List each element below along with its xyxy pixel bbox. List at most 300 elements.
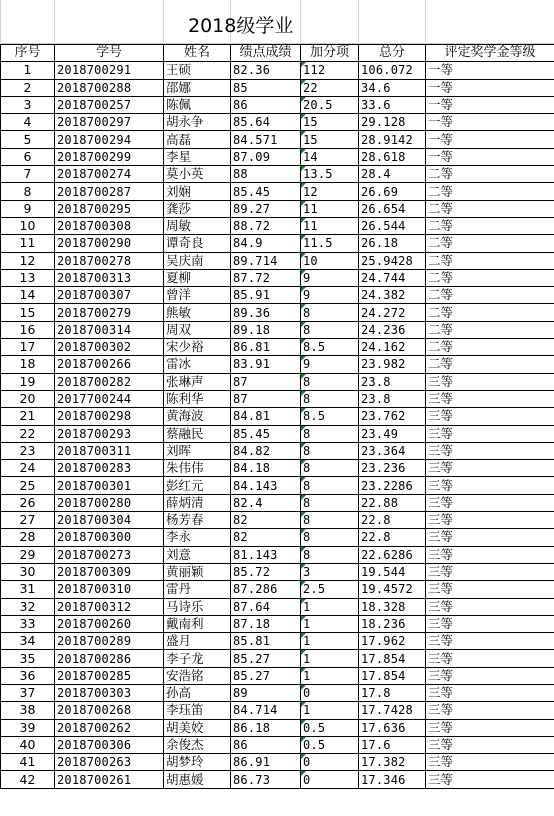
cell-name[interactable]: 李永 [164, 529, 231, 546]
cell-bonus[interactable]: 8 [301, 477, 359, 494]
cell-name[interactable]: 李子龙 [164, 650, 231, 667]
cell-student-id[interactable]: 2018700287 [55, 183, 164, 200]
cell-scholarship-level[interactable]: 二等 [426, 339, 554, 356]
cell-total[interactable]: 17.382 [359, 754, 426, 771]
cell-total[interactable]: 22.6286 [359, 546, 426, 563]
cell-gpa-score[interactable]: 85.45 [231, 183, 301, 200]
cell-gpa-score[interactable]: 81.143 [231, 546, 301, 563]
cell-name[interactable]: 李星 [164, 148, 231, 165]
cell-name[interactable]: 胡美姣 [164, 719, 231, 736]
cell-scholarship-level[interactable]: 一等 [426, 131, 554, 148]
cell-student-id[interactable]: 2017700244 [55, 390, 164, 407]
cell-bonus[interactable]: 1 [301, 615, 359, 632]
cell-scholarship-level[interactable]: 二等 [426, 183, 554, 200]
cell-scholarship-level[interactable]: 三等 [426, 494, 554, 511]
cell-name[interactable]: 彭红元 [164, 477, 231, 494]
cell-scholarship-level[interactable]: 三等 [426, 546, 554, 563]
cell-name[interactable]: 莫小英 [164, 166, 231, 183]
cell-gpa-score[interactable]: 84.9 [231, 235, 301, 252]
cell-student-id[interactable]: 2018700309 [55, 563, 164, 580]
cell-name[interactable]: 张琳声 [164, 373, 231, 390]
cell-total[interactable]: 26.544 [359, 217, 426, 234]
cell-bonus[interactable]: 8 [301, 512, 359, 529]
cell-bonus[interactable]: 10 [301, 252, 359, 269]
cell-total[interactable]: 34.6 [359, 79, 426, 96]
cell-total[interactable]: 25.9428 [359, 252, 426, 269]
cell-scholarship-level[interactable]: 三等 [426, 442, 554, 459]
cell-name[interactable]: 胡梦玲 [164, 754, 231, 771]
cell-bonus[interactable]: 13.5 [301, 166, 359, 183]
cell-total[interactable]: 17.962 [359, 633, 426, 650]
cell-index[interactable]: 24 [1, 460, 55, 477]
cell-gpa-score[interactable]: 85.27 [231, 650, 301, 667]
cell-student-id[interactable]: 2018700268 [55, 702, 164, 719]
cell-index[interactable]: 11 [1, 235, 55, 252]
cell-index[interactable]: 37 [1, 684, 55, 701]
cell-bonus[interactable]: 0 [301, 684, 359, 701]
cell-scholarship-level[interactable]: 三等 [426, 667, 554, 684]
cell-student-id[interactable]: 2018700283 [55, 460, 164, 477]
cell-bonus[interactable]: 1 [301, 598, 359, 615]
cell-scholarship-level[interactable]: 三等 [426, 736, 554, 753]
cell-total[interactable]: 22.88 [359, 494, 426, 511]
cell-scholarship-level[interactable]: 三等 [426, 684, 554, 701]
cell-bonus[interactable]: 8 [301, 425, 359, 442]
cell-scholarship-level[interactable]: 二等 [426, 166, 554, 183]
cell-scholarship-level[interactable]: 三等 [426, 460, 554, 477]
cell-student-id[interactable]: 2018700307 [55, 287, 164, 304]
cell-index[interactable]: 12 [1, 252, 55, 269]
cell-scholarship-level[interactable]: 三等 [426, 563, 554, 580]
cell-gpa-score[interactable]: 85.45 [231, 425, 301, 442]
cell-name[interactable]: 盛月 [164, 633, 231, 650]
cell-scholarship-level[interactable]: 一等 [426, 148, 554, 165]
cell-name[interactable]: 周双 [164, 321, 231, 338]
cell-student-id[interactable]: 2018700314 [55, 321, 164, 338]
cell-total[interactable]: 23.982 [359, 356, 426, 373]
cell-student-id[interactable]: 2018700291 [55, 62, 164, 79]
cell-index[interactable]: 18 [1, 356, 55, 373]
cell-gpa-score[interactable]: 85.81 [231, 633, 301, 650]
cell-student-id[interactable]: 2018700303 [55, 684, 164, 701]
cell-total[interactable]: 23.8 [359, 373, 426, 390]
cell-student-id[interactable]: 2018700288 [55, 79, 164, 96]
cell-name[interactable]: 孙高 [164, 684, 231, 701]
cell-total[interactable]: 26.69 [359, 183, 426, 200]
cell-index[interactable]: 3 [1, 96, 55, 113]
cell-index[interactable]: 23 [1, 442, 55, 459]
cell-student-id[interactable]: 2018700294 [55, 131, 164, 148]
cell-total[interactable]: 28.9142 [359, 131, 426, 148]
cell-scholarship-level[interactable]: 三等 [426, 408, 554, 425]
cell-student-id[interactable]: 2018700263 [55, 754, 164, 771]
cell-index[interactable]: 2 [1, 79, 55, 96]
cell-bonus[interactable]: 12 [301, 183, 359, 200]
cell-student-id[interactable]: 2018700282 [55, 373, 164, 390]
cell-index[interactable]: 17 [1, 339, 55, 356]
cell-student-id[interactable]: 2018700279 [55, 304, 164, 321]
cell-index[interactable]: 41 [1, 754, 55, 771]
cell-bonus[interactable]: 3 [301, 563, 359, 580]
cell-scholarship-level[interactable]: 二等 [426, 321, 554, 338]
cell-index[interactable]: 22 [1, 425, 55, 442]
cell-gpa-score[interactable]: 87.72 [231, 269, 301, 286]
cell-scholarship-level[interactable]: 三等 [426, 425, 554, 442]
cell-index[interactable]: 42 [1, 771, 55, 788]
cell-bonus[interactable]: 0 [301, 771, 359, 788]
cell-scholarship-level[interactable]: 三等 [426, 477, 554, 494]
cell-gpa-score[interactable]: 86 [231, 96, 301, 113]
cell-total[interactable]: 24.744 [359, 269, 426, 286]
cell-gpa-score[interactable]: 84.714 [231, 702, 301, 719]
cell-bonus[interactable]: 1 [301, 667, 359, 684]
cell-bonus[interactable]: 8 [301, 494, 359, 511]
cell-bonus[interactable]: 9 [301, 269, 359, 286]
cell-index[interactable]: 36 [1, 667, 55, 684]
cell-index[interactable]: 21 [1, 408, 55, 425]
cell-gpa-score[interactable]: 87.64 [231, 598, 301, 615]
cell-student-id[interactable]: 2018700313 [55, 269, 164, 286]
cell-gpa-score[interactable]: 89.18 [231, 321, 301, 338]
cell-student-id[interactable]: 2018700297 [55, 114, 164, 131]
header-bonus[interactable]: 加分项 [301, 45, 359, 62]
cell-scholarship-level[interactable]: 二等 [426, 356, 554, 373]
cell-scholarship-level[interactable]: 一等 [426, 79, 554, 96]
cell-bonus[interactable]: 1 [301, 650, 359, 667]
cell-total[interactable]: 17.8 [359, 684, 426, 701]
cell-gpa-score[interactable]: 86.18 [231, 719, 301, 736]
cell-gpa-score[interactable]: 84.571 [231, 131, 301, 148]
cell-index[interactable]: 25 [1, 477, 55, 494]
cell-index[interactable]: 4 [1, 114, 55, 131]
sheet-title[interactable]: 2018级学业 [188, 15, 294, 37]
cell-index[interactable]: 15 [1, 304, 55, 321]
cell-student-id[interactable]: 2018700274 [55, 166, 164, 183]
cell-bonus[interactable]: 11 [301, 217, 359, 234]
cell-index[interactable]: 8 [1, 183, 55, 200]
cell-bonus[interactable]: 9 [301, 356, 359, 373]
cell-bonus[interactable]: 0.5 [301, 736, 359, 753]
cell-total[interactable]: 26.654 [359, 200, 426, 217]
cell-total[interactable]: 23.236 [359, 460, 426, 477]
cell-name[interactable]: 蔡融民 [164, 425, 231, 442]
cell-student-id[interactable]: 2018700257 [55, 96, 164, 113]
cell-total[interactable]: 18.328 [359, 598, 426, 615]
cell-scholarship-level[interactable]: 二等 [426, 252, 554, 269]
cell-name[interactable]: 朱伟伟 [164, 460, 231, 477]
cell-scholarship-level[interactable]: 三等 [426, 615, 554, 632]
cell-bonus[interactable]: 15 [301, 131, 359, 148]
cell-scholarship-level[interactable]: 三等 [426, 771, 554, 788]
cell-scholarship-level[interactable]: 一等 [426, 96, 554, 113]
cell-student-id[interactable]: 2018700261 [55, 771, 164, 788]
cell-name[interactable]: 王硕 [164, 62, 231, 79]
cell-name[interactable]: 谭奇良 [164, 235, 231, 252]
cell-gpa-score[interactable]: 86.81 [231, 339, 301, 356]
cell-total[interactable]: 24.236 [359, 321, 426, 338]
cell-student-id[interactable]: 2018700278 [55, 252, 164, 269]
cell-bonus[interactable]: 1 [301, 633, 359, 650]
cell-scholarship-level[interactable]: 三等 [426, 754, 554, 771]
cell-index[interactable]: 26 [1, 494, 55, 511]
cell-index[interactable]: 27 [1, 512, 55, 529]
cell-name[interactable]: 周敏 [164, 217, 231, 234]
cell-name[interactable]: 刘意 [164, 546, 231, 563]
cell-gpa-score[interactable]: 89.36 [231, 304, 301, 321]
cell-scholarship-level[interactable]: 二等 [426, 217, 554, 234]
cell-index[interactable]: 35 [1, 650, 55, 667]
cell-bonus[interactable]: 0 [301, 754, 359, 771]
cell-bonus[interactable]: 22 [301, 79, 359, 96]
cell-name[interactable]: 熊敏 [164, 304, 231, 321]
cell-total[interactable]: 17.854 [359, 667, 426, 684]
cell-scholarship-level[interactable]: 三等 [426, 719, 554, 736]
cell-bonus[interactable]: 8.5 [301, 408, 359, 425]
cell-index[interactable]: 14 [1, 287, 55, 304]
cell-index[interactable]: 7 [1, 166, 55, 183]
cell-gpa-score[interactable]: 84.82 [231, 442, 301, 459]
cell-total[interactable]: 24.272 [359, 304, 426, 321]
cell-total[interactable]: 23.364 [359, 442, 426, 459]
cell-bonus[interactable]: 112 [301, 62, 359, 79]
cell-name[interactable]: 胡惠媛 [164, 771, 231, 788]
cell-name[interactable]: 黄丽颖 [164, 563, 231, 580]
cell-gpa-score[interactable]: 86.91 [231, 754, 301, 771]
cell-name[interactable]: 陈佩 [164, 96, 231, 113]
header-name[interactable]: 姓名 [164, 45, 231, 62]
cell-total[interactable]: 29.128 [359, 114, 426, 131]
cell-student-id[interactable]: 2018700260 [55, 615, 164, 632]
cell-gpa-score[interactable]: 82 [231, 512, 301, 529]
cell-gpa-score[interactable]: 88 [231, 166, 301, 183]
cell-name[interactable]: 余俊杰 [164, 736, 231, 753]
header-scholarship-level[interactable]: 评定奖学金等级 [426, 45, 554, 62]
cell-student-id[interactable]: 2018700310 [55, 581, 164, 598]
cell-gpa-score[interactable]: 87.09 [231, 148, 301, 165]
cell-name[interactable]: 戴南利 [164, 615, 231, 632]
cell-bonus[interactable]: 0.5 [301, 719, 359, 736]
cell-name[interactable]: 龚莎 [164, 200, 231, 217]
cell-student-id[interactable]: 2018700300 [55, 529, 164, 546]
header-index[interactable]: 序号 [1, 45, 55, 62]
cell-gpa-score[interactable]: 89.27 [231, 200, 301, 217]
cell-student-id[interactable]: 2018700293 [55, 425, 164, 442]
cell-student-id[interactable]: 2018700273 [55, 546, 164, 563]
cell-gpa-score[interactable]: 87 [231, 390, 301, 407]
cell-bonus[interactable]: 8 [301, 460, 359, 477]
cell-total[interactable]: 19.4572 [359, 581, 426, 598]
cell-total[interactable]: 19.544 [359, 563, 426, 580]
cell-bonus[interactable]: 20.5 [301, 96, 359, 113]
cell-gpa-score[interactable]: 84.143 [231, 477, 301, 494]
cell-bonus[interactable]: 8 [301, 321, 359, 338]
cell-total[interactable]: 24.162 [359, 339, 426, 356]
header-gpa-score[interactable]: 绩点成绩 [231, 45, 301, 62]
cell-student-id[interactable]: 2018700286 [55, 650, 164, 667]
header-total[interactable]: 总分 [359, 45, 426, 62]
cell-total[interactable]: 28.4 [359, 166, 426, 183]
cell-name[interactable]: 马诗乐 [164, 598, 231, 615]
cell-student-id[interactable]: 2018700298 [55, 408, 164, 425]
cell-student-id[interactable]: 2018700289 [55, 633, 164, 650]
cell-gpa-score[interactable]: 84.18 [231, 460, 301, 477]
cell-name[interactable]: 陈利华 [164, 390, 231, 407]
cell-gpa-score[interactable]: 82 [231, 529, 301, 546]
cell-bonus[interactable]: 8 [301, 442, 359, 459]
cell-bonus[interactable]: 8.5 [301, 339, 359, 356]
cell-index[interactable]: 39 [1, 719, 55, 736]
cell-index[interactable]: 38 [1, 702, 55, 719]
cell-gpa-score[interactable]: 86.73 [231, 771, 301, 788]
cell-index[interactable]: 30 [1, 563, 55, 580]
cell-name[interactable]: 邵娜 [164, 79, 231, 96]
cell-index[interactable]: 16 [1, 321, 55, 338]
header-student-id[interactable]: 学号 [55, 45, 164, 62]
cell-gpa-score[interactable]: 88.72 [231, 217, 301, 234]
cell-name[interactable]: 胡永争 [164, 114, 231, 131]
cell-total[interactable]: 23.49 [359, 425, 426, 442]
cell-total[interactable]: 17.6 [359, 736, 426, 753]
cell-scholarship-level[interactable]: 二等 [426, 304, 554, 321]
cell-scholarship-level[interactable]: 三等 [426, 598, 554, 615]
cell-total[interactable]: 24.382 [359, 287, 426, 304]
cell-name[interactable]: 安浩铭 [164, 667, 231, 684]
cell-scholarship-level[interactable]: 三等 [426, 702, 554, 719]
cell-index[interactable]: 19 [1, 373, 55, 390]
cell-name[interactable]: 刘娴 [164, 183, 231, 200]
cell-index[interactable]: 1 [1, 62, 55, 79]
cell-total[interactable]: 26.18 [359, 235, 426, 252]
cell-total[interactable]: 22.8 [359, 512, 426, 529]
cell-gpa-score[interactable]: 87 [231, 373, 301, 390]
cell-total[interactable]: 17.7428 [359, 702, 426, 719]
cell-bonus[interactable]: 8 [301, 390, 359, 407]
cell-student-id[interactable]: 2018700285 [55, 667, 164, 684]
cell-index[interactable]: 40 [1, 736, 55, 753]
cell-total[interactable]: 17.346 [359, 771, 426, 788]
cell-bonus[interactable]: 2.5 [301, 581, 359, 598]
cell-bonus[interactable]: 8 [301, 529, 359, 546]
cell-name[interactable]: 刘晖 [164, 442, 231, 459]
cell-name[interactable]: 李珏笛 [164, 702, 231, 719]
cell-bonus[interactable]: 8 [301, 546, 359, 563]
cell-student-id[interactable]: 2018700304 [55, 512, 164, 529]
cell-gpa-score[interactable]: 85.91 [231, 287, 301, 304]
cell-student-id[interactable]: 2018700302 [55, 339, 164, 356]
cell-total[interactable]: 28.618 [359, 148, 426, 165]
cell-total[interactable]: 17.854 [359, 650, 426, 667]
cell-index[interactable]: 32 [1, 598, 55, 615]
cell-name[interactable]: 曾洋 [164, 287, 231, 304]
cell-gpa-score[interactable]: 83.91 [231, 356, 301, 373]
cell-total[interactable]: 33.6 [359, 96, 426, 113]
cell-total[interactable]: 23.2286 [359, 477, 426, 494]
cell-index[interactable]: 13 [1, 269, 55, 286]
cell-name[interactable]: 宋少裕 [164, 339, 231, 356]
cell-student-id[interactable]: 2018700299 [55, 148, 164, 165]
cell-bonus[interactable]: 14 [301, 148, 359, 165]
cell-bonus[interactable]: 1 [301, 702, 359, 719]
cell-scholarship-level[interactable]: 三等 [426, 512, 554, 529]
cell-index[interactable]: 29 [1, 546, 55, 563]
cell-scholarship-level[interactable]: 三等 [426, 581, 554, 598]
cell-index[interactable]: 5 [1, 131, 55, 148]
cell-name[interactable]: 雷丹 [164, 581, 231, 598]
cell-index[interactable]: 28 [1, 529, 55, 546]
cell-student-id[interactable]: 2018700295 [55, 200, 164, 217]
cell-bonus[interactable]: 9 [301, 287, 359, 304]
cell-name[interactable]: 吴庆南 [164, 252, 231, 269]
cell-name[interactable]: 夏柳 [164, 269, 231, 286]
cell-total[interactable]: 17.636 [359, 719, 426, 736]
cell-index[interactable]: 9 [1, 200, 55, 217]
cell-gpa-score[interactable]: 89 [231, 684, 301, 701]
cell-scholarship-level[interactable]: 一等 [426, 62, 554, 79]
cell-scholarship-level[interactable]: 二等 [426, 235, 554, 252]
cell-gpa-score[interactable]: 84.81 [231, 408, 301, 425]
cell-scholarship-level[interactable]: 一等 [426, 114, 554, 131]
cell-index[interactable]: 20 [1, 390, 55, 407]
cell-scholarship-level[interactable]: 二等 [426, 287, 554, 304]
cell-index[interactable]: 33 [1, 615, 55, 632]
cell-gpa-score[interactable]: 85.72 [231, 563, 301, 580]
cell-bonus[interactable]: 8 [301, 304, 359, 321]
cell-gpa-score[interactable]: 87.18 [231, 615, 301, 632]
cell-bonus[interactable]: 11 [301, 200, 359, 217]
cell-index[interactable]: 6 [1, 148, 55, 165]
cell-gpa-score[interactable]: 85.27 [231, 667, 301, 684]
cell-gpa-score[interactable]: 86 [231, 736, 301, 753]
cell-name[interactable]: 雷冰 [164, 356, 231, 373]
cell-student-id[interactable]: 2018700266 [55, 356, 164, 373]
cell-scholarship-level[interactable]: 三等 [426, 529, 554, 546]
cell-scholarship-level[interactable]: 三等 [426, 633, 554, 650]
cell-scholarship-level[interactable]: 二等 [426, 269, 554, 286]
cell-student-id[interactable]: 2018700301 [55, 477, 164, 494]
cell-gpa-score[interactable]: 82.36 [231, 62, 301, 79]
cell-gpa-score[interactable]: 85 [231, 79, 301, 96]
cell-name[interactable]: 薛炳清 [164, 494, 231, 511]
cell-total[interactable]: 23.8 [359, 390, 426, 407]
cell-student-id[interactable]: 2018700306 [55, 736, 164, 753]
cell-gpa-score[interactable]: 87.286 [231, 581, 301, 598]
cell-name[interactable]: 黄海波 [164, 408, 231, 425]
cell-name[interactable]: 高磊 [164, 131, 231, 148]
cell-scholarship-level[interactable]: 三等 [426, 650, 554, 667]
cell-student-id[interactable]: 2018700311 [55, 442, 164, 459]
cell-scholarship-level[interactable]: 三等 [426, 373, 554, 390]
cell-index[interactable]: 34 [1, 633, 55, 650]
cell-gpa-score[interactable]: 85.64 [231, 114, 301, 131]
cell-gpa-score[interactable]: 89.714 [231, 252, 301, 269]
cell-total[interactable]: 22.8 [359, 529, 426, 546]
cell-index[interactable]: 31 [1, 581, 55, 598]
cell-total[interactable]: 18.236 [359, 615, 426, 632]
cell-student-id[interactable]: 2018700262 [55, 719, 164, 736]
cell-scholarship-level[interactable]: 三等 [426, 390, 554, 407]
cell-total[interactable]: 23.762 [359, 408, 426, 425]
cell-bonus[interactable]: 15 [301, 114, 359, 131]
cell-student-id[interactable]: 2018700308 [55, 217, 164, 234]
cell-bonus[interactable]: 8 [301, 373, 359, 390]
cell-student-id[interactable]: 2018700290 [55, 235, 164, 252]
cell-scholarship-level[interactable]: 二等 [426, 200, 554, 217]
cell-gpa-score[interactable]: 82.4 [231, 494, 301, 511]
cell-index[interactable]: 10 [1, 217, 55, 234]
cell-bonus[interactable]: 11.5 [301, 235, 359, 252]
cell-student-id[interactable]: 2018700280 [55, 494, 164, 511]
cell-name[interactable]: 杨芳春 [164, 512, 231, 529]
